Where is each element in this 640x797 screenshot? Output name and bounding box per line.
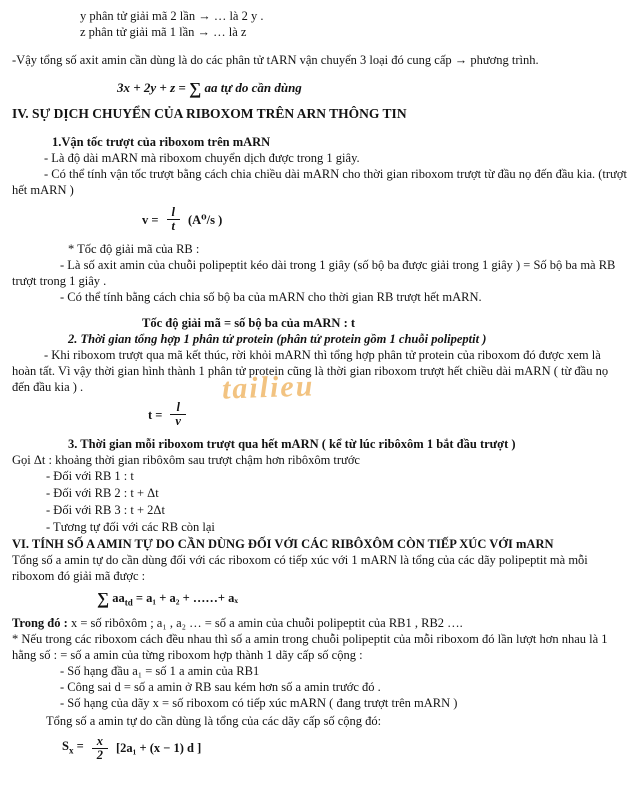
formula-time: [148, 401, 628, 428]
list-item-rb1: - Đối với RB 1 : t: [46, 469, 134, 483]
formula-speed: [142, 206, 628, 233]
note-label: Trong đó :: [12, 615, 68, 630]
decode-speed-title: * Tốc độ giải mã của RB :: [68, 242, 200, 256]
fraction-denominator: t: [167, 219, 180, 233]
conclusion-paragraph: -Vậy tổng số axit amin cần dùng là do các phân tử tARN vận chuyển 3 loại đó cung cấp → phương trình.: [12, 53, 539, 67]
list-item-first-term: - Số hạng đầu a₁ = số 1 a amin của RB1: [60, 663, 260, 678]
list-item-rb-rest: - Tương tự đối với các RB còn lại: [46, 520, 215, 534]
sub1-point1: - Là độ dài mARN mà riboxom chuyển dịch được trong 1 giây.: [44, 151, 360, 165]
formula-speed-unit: (A⁰/s ): [187, 212, 223, 227]
note-line: [12, 615, 628, 631]
list-item-rb3: - Đối với RB 3 : t + 2Δt: [46, 503, 165, 517]
list-item-common-difference: - Công sai d = số a amin ở RB sau kém hơn số a amin trước đó .: [60, 679, 381, 694]
sigma-icon: ∑: [189, 79, 202, 98]
fraction-denominator: 2: [92, 748, 108, 762]
section-iv-heading: IV. SỰ DỊCH CHUYỂN CỦA RIBOXOM TRÊN ARN THÔNG TIN: [12, 106, 407, 121]
fraction-numerator: x: [96, 733, 103, 748]
sub1-title: 1.Vận tốc trượt của riboxom trên mARN: [52, 135, 271, 149]
list-item-term-count: - Số hạng của dãy x = số riboxom có tiếp xúc mARN ( đang trượt trên mARN ): [60, 695, 458, 710]
sub1-point2: - Có thể tính vận tốc trượt bằng cách chia chiều dài mARN cho thời gian riboxom trượt từ đầu nọ đến đầu kia. (trượt hết mARN ): [12, 167, 627, 197]
formula-sx-body: [2a₁ + (x − 1) d ]: [115, 741, 202, 755]
formula-lhs: 3x + 2y + z =: [117, 80, 190, 95]
formula-sum-prefix: aa: [109, 591, 125, 605]
formula-sum-body: = a₁ + a₂ + ……+ aₓ: [132, 591, 238, 605]
decode-point2: - Có thể tính bằng cách chia số bộ ba của mARN cho thời gian RB trượt hết mARN.: [60, 290, 482, 304]
codon-line-z: z phân tử giải mã 1 lần → … là z: [80, 25, 247, 39]
decode-rule: Tốc độ giải mã = số bộ ba của mARN : t: [142, 316, 356, 330]
sub2-body: - Khi riboxom trượt qua mã kết thúc, rời khỏi mARN thì tổng hợp phân tử protein của riboxom đó được xem là hoàn tất. Vì vậy thời gian hình thành 1 phân tử protein cũng là thời gian riboxom trượt hết chiều dài mARN ( từ đầu nọ đến đầu kia ) .: [12, 348, 609, 394]
section-vi-intro: Tổng số a amin tự do cần dùng đối với các riboxom có tiếp xúc với 1 mARN là tổng của các dãy polipeptit mà mỗi riboxom đó giải mã được :: [12, 553, 588, 583]
sub2-title: 2. Thời gian tổng hợp 1 phân tử protein (phân tử protein gồm 1 chuỗi polipeptit ): [68, 332, 487, 346]
formula-speed-lhs: v =: [142, 212, 159, 227]
formula-sx-lhs: $S_x$ =: [62, 738, 84, 756]
codon-line-y: y phân tử giải mã 2 lần → … là 2 y .: [80, 9, 264, 23]
sub3-title: 3. Thời gian mỗi riboxom trượt qua hết mARN ( kể từ lúc ribôxôm 1 bắt đầu trượt ): [68, 437, 516, 451]
sigma-icon: ∑: [97, 589, 110, 608]
site-watermark: tailieu: [221, 369, 315, 406]
formula-sum-subscript: td: [124, 597, 133, 608]
even-spacing-note: * Nếu trong các riboxom cách đều nhau thì số a amin trong chuỗi polipeptit của mỗi riboxom đó lần lượt hơn nhau là 1 hằng số : = số a amin của từng riboxom hợp thành 1 dãy cấp số cộng :: [12, 631, 608, 662]
formula-time-lhs: t =: [148, 407, 163, 422]
total-line: Tổng số a amin tự do cần dùng là tổng của các dãy cấp số cộng đó:: [46, 713, 382, 728]
fraction-l-over-t: [167, 206, 180, 233]
formula-arithmetic-sum: [62, 735, 628, 762]
formula-total-amino-acid: [117, 80, 628, 96]
formula-sx-subscript: x: [68, 745, 74, 756]
formula-tail: aa tự do cần dùng: [201, 80, 302, 95]
fraction-l-over-v: [170, 401, 186, 428]
formula-sum-amino: [97, 590, 628, 611]
decode-point1: - Là số axit amin của chuỗi polipeptit kéo dài trong 1 giây (số bộ ba được giải trong 1 giây ) = Số bộ ba mà RB trượt trong 1 giây .: [12, 258, 616, 288]
fraction-x-over-2: [92, 735, 108, 762]
sub3-definition: Gọi Δt : khoảng thời gian ribôxôm sau trượt chậm hơn ribôxôm trước: [12, 453, 360, 467]
fraction-denominator: v: [170, 414, 186, 428]
section-vi-heading: VI. TÍNH SỐ A AMIN TỰ DO CẦN DÙNG ĐỐI VỚI CÁC RIBÔXÔM CÒN TIẾP XÚC VỚI mARN: [12, 537, 554, 551]
fraction-numerator: l: [171, 205, 175, 219]
fraction-numerator: l: [176, 400, 180, 414]
list-item-rb2: - Đối với RB 2 : t + Δt: [46, 486, 159, 500]
note-body: x = số ribôxôm ; a₁ , a₂ … = số a amin của chuỗi polipeptit của RB1 , RB2 ….: [67, 615, 463, 630]
